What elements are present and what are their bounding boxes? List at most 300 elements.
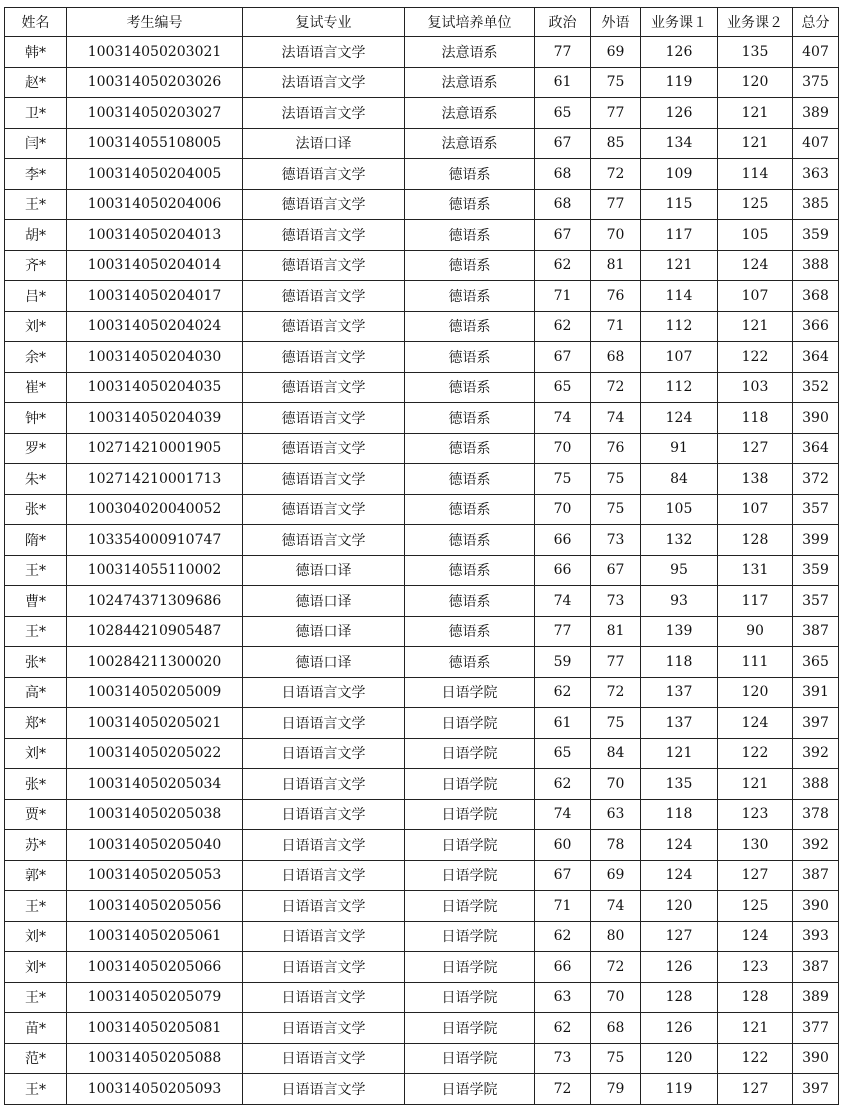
cell-retest-major: 日语语言文学 [243,891,405,922]
cell-course-2: 124 [718,921,793,952]
cell-politics: 61 [535,67,591,98]
cell-foreign-language: 71 [591,311,641,342]
cell-name: 卫* [5,98,67,129]
cell-foreign-language: 75 [591,494,641,525]
cell-course-1: 114 [641,281,718,312]
cell-foreign-language: 70 [591,769,641,800]
table-row [5,1043,839,1074]
cell-course-1: 84 [641,464,718,495]
cell-total: 399 [793,525,839,556]
cell-course-2: 128 [718,982,793,1013]
table-row [5,769,839,800]
cell-retest-major: 德语语言文学 [243,250,405,281]
cell-training-unit: 德语系 [405,281,535,312]
cell-total: 390 [793,891,839,922]
cell-candidate-id: 100314050205038 [67,799,243,830]
cell-politics: 61 [535,708,591,739]
cell-retest-major: 德语语言文学 [243,342,405,373]
cell-retest-major: 德语语言文学 [243,189,405,220]
cell-candidate-id: 100314050203021 [67,37,243,68]
cell-total: 397 [793,708,839,739]
table-row [5,891,839,922]
cell-name: 崔* [5,372,67,403]
cell-training-unit: 法意语系 [405,128,535,159]
table-header [5,8,839,37]
cell-course-2: 127 [718,1074,793,1105]
table-row [5,311,839,342]
cell-course-2: 127 [718,433,793,464]
cell-name: 郭* [5,860,67,891]
cell-foreign-language: 70 [591,982,641,1013]
cell-course-2: 125 [718,189,793,220]
cell-politics: 65 [535,372,591,403]
table-row [5,1013,839,1044]
cell-training-unit: 日语学院 [405,921,535,952]
cell-retest-major: 德语语言文学 [243,159,405,190]
cell-politics: 67 [535,342,591,373]
cell-politics: 74 [535,586,591,617]
table-row [5,708,839,739]
cell-course-1: 121 [641,738,718,769]
cell-course-1: 126 [641,952,718,983]
cell-candidate-id: 100314050203027 [67,98,243,129]
cell-course-2: 123 [718,799,793,830]
cell-course-2: 120 [718,67,793,98]
cell-total: 366 [793,311,839,342]
cell-course-1: 95 [641,555,718,586]
cell-total: 390 [793,1043,839,1074]
cell-name: 罗* [5,433,67,464]
cell-foreign-language: 74 [591,891,641,922]
cell-course-1: 126 [641,37,718,68]
cell-candidate-id: 103354000910747 [67,525,243,556]
header-total: 总分 [793,8,839,37]
table-row [5,220,839,251]
cell-course-1: 126 [641,1013,718,1044]
cell-retest-major: 德语语言文学 [243,311,405,342]
cell-retest-major: 德语语言文学 [243,433,405,464]
cell-foreign-language: 75 [591,1043,641,1074]
cell-course-1: 132 [641,525,718,556]
cell-course-2: 138 [718,464,793,495]
cell-total: 388 [793,769,839,800]
cell-total: 390 [793,403,839,434]
cell-course-2: 107 [718,494,793,525]
cell-politics: 60 [535,830,591,861]
header-course-1: 业务课１ [641,8,718,37]
cell-name: 王* [5,189,67,220]
cell-total: 357 [793,494,839,525]
cell-politics: 77 [535,37,591,68]
cell-candidate-id: 100314050205034 [67,769,243,800]
cell-total: 352 [793,372,839,403]
cell-course-2: 121 [718,1013,793,1044]
cell-course-1: 121 [641,250,718,281]
cell-total: 375 [793,67,839,98]
cell-foreign-language: 68 [591,1013,641,1044]
header-training-unit: 复试培养单位 [405,8,535,37]
cell-candidate-id: 100314050205081 [67,1013,243,1044]
cell-foreign-language: 73 [591,586,641,617]
cell-course-2: 122 [718,342,793,373]
table-row [5,342,839,373]
table-row [5,982,839,1013]
cell-training-unit: 日语学院 [405,708,535,739]
header-row [5,8,839,37]
cell-politics: 74 [535,403,591,434]
cell-course-1: 124 [641,403,718,434]
cell-politics: 67 [535,860,591,891]
cell-candidate-id: 100314050204006 [67,189,243,220]
cell-course-2: 124 [718,250,793,281]
cell-retest-major: 法语口译 [243,128,405,159]
cell-course-1: 120 [641,1043,718,1074]
table-row [5,433,839,464]
cell-course-1: 119 [641,67,718,98]
table-row [5,860,839,891]
cell-total: 389 [793,98,839,129]
cell-candidate-id: 100314050205093 [67,1074,243,1105]
cell-name: 张* [5,647,67,678]
table-row [5,921,839,952]
cell-foreign-language: 79 [591,1074,641,1105]
cell-training-unit: 日语学院 [405,830,535,861]
cell-training-unit: 日语学院 [405,1074,535,1105]
cell-foreign-language: 75 [591,67,641,98]
cell-politics: 65 [535,98,591,129]
cell-total: 392 [793,738,839,769]
cell-foreign-language: 76 [591,433,641,464]
table-row [5,830,839,861]
cell-candidate-id: 100314050205009 [67,677,243,708]
cell-training-unit: 日语学院 [405,952,535,983]
cell-politics: 62 [535,311,591,342]
cell-course-2: 131 [718,555,793,586]
cell-politics: 73 [535,1043,591,1074]
cell-politics: 72 [535,1074,591,1105]
cell-total: 407 [793,37,839,68]
cell-name: 王* [5,616,67,647]
cell-foreign-language: 84 [591,738,641,769]
cell-name: 齐* [5,250,67,281]
table-row [5,616,839,647]
cell-training-unit: 德语系 [405,555,535,586]
cell-name: 刘* [5,921,67,952]
cell-candidate-id: 102714210001713 [67,464,243,495]
cell-candidate-id: 100314050204013 [67,220,243,251]
cell-training-unit: 德语系 [405,250,535,281]
table-row [5,647,839,678]
cell-retest-major: 日语语言文学 [243,952,405,983]
cell-politics: 71 [535,891,591,922]
cell-politics: 63 [535,982,591,1013]
cell-total: 365 [793,647,839,678]
cell-name: 苗* [5,1013,67,1044]
cell-training-unit: 德语系 [405,433,535,464]
cell-retest-major: 法语语言文学 [243,67,405,98]
cell-total: 364 [793,433,839,464]
cell-course-1: 107 [641,342,718,373]
cell-course-2: 130 [718,830,793,861]
cell-training-unit: 德语系 [405,220,535,251]
cell-retest-major: 日语语言文学 [243,769,405,800]
cell-retest-major: 德语口译 [243,586,405,617]
header-candidate-id: 考生编号 [67,8,243,37]
cell-training-unit: 德语系 [405,525,535,556]
cell-total: 387 [793,952,839,983]
cell-training-unit: 德语系 [405,403,535,434]
cell-politics: 66 [535,525,591,556]
cell-course-1: 137 [641,708,718,739]
table-row [5,738,839,769]
table-row [5,952,839,983]
cell-training-unit: 日语学院 [405,769,535,800]
cell-training-unit: 德语系 [405,372,535,403]
cell-course-2: 121 [718,98,793,129]
cell-candidate-id: 100314050205022 [67,738,243,769]
cell-politics: 74 [535,799,591,830]
cell-course-1: 112 [641,311,718,342]
cell-foreign-language: 77 [591,98,641,129]
cell-politics: 67 [535,220,591,251]
cell-course-2: 135 [718,37,793,68]
cell-total: 364 [793,342,839,373]
header-retest-major: 复试专业 [243,8,405,37]
cell-foreign-language: 74 [591,403,641,434]
cell-training-unit: 德语系 [405,647,535,678]
cell-politics: 62 [535,677,591,708]
cell-total: 359 [793,555,839,586]
cell-course-1: 93 [641,586,718,617]
cell-foreign-language: 81 [591,250,641,281]
cell-training-unit: 日语学院 [405,982,535,1013]
cell-total: 377 [793,1013,839,1044]
cell-retest-major: 德语语言文学 [243,494,405,525]
cell-foreign-language: 68 [591,342,641,373]
cell-course-2: 90 [718,616,793,647]
cell-candidate-id: 100314050205079 [67,982,243,1013]
cell-course-2: 105 [718,220,793,251]
cell-name: 王* [5,891,67,922]
cell-retest-major: 日语语言文学 [243,1074,405,1105]
cell-training-unit: 日语学院 [405,891,535,922]
cell-candidate-id: 100314050205021 [67,708,243,739]
cell-politics: 62 [535,921,591,952]
header-course-2: 业务课２ [718,8,793,37]
cell-training-unit: 德语系 [405,494,535,525]
cell-name: 贾* [5,799,67,830]
cell-foreign-language: 75 [591,464,641,495]
cell-foreign-language: 80 [591,921,641,952]
cell-course-2: 128 [718,525,793,556]
cell-foreign-language: 72 [591,159,641,190]
table-row [5,67,839,98]
cell-total: 359 [793,220,839,251]
cell-name: 范* [5,1043,67,1074]
cell-total: 397 [793,1074,839,1105]
cell-course-1: 115 [641,189,718,220]
cell-retest-major: 日语语言文学 [243,860,405,891]
cell-course-1: 117 [641,220,718,251]
table-row [5,372,839,403]
cell-name: 朱* [5,464,67,495]
cell-course-1: 118 [641,647,718,678]
table-row [5,189,839,220]
cell-name: 隋* [5,525,67,556]
cell-foreign-language: 72 [591,952,641,983]
cell-training-unit: 德语系 [405,616,535,647]
table-row [5,98,839,129]
cell-foreign-language: 75 [591,708,641,739]
cell-course-2: 122 [718,738,793,769]
cell-name: 张* [5,769,67,800]
cell-retest-major: 德语口译 [243,616,405,647]
cell-training-unit: 法意语系 [405,37,535,68]
cell-candidate-id: 100314050204024 [67,311,243,342]
cell-candidate-id: 100314050205053 [67,860,243,891]
cell-candidate-id: 102844210905487 [67,616,243,647]
cell-retest-major: 日语语言文学 [243,708,405,739]
cell-foreign-language: 69 [591,860,641,891]
cell-course-1: 126 [641,98,718,129]
cell-retest-major: 德语语言文学 [243,281,405,312]
table-row [5,799,839,830]
cell-course-2: 120 [718,677,793,708]
cell-total: 392 [793,830,839,861]
cell-politics: 75 [535,464,591,495]
cell-total: 363 [793,159,839,190]
table-row [5,403,839,434]
cell-candidate-id: 100314050204039 [67,403,243,434]
header-politics: 政治 [535,8,591,37]
table-row [5,677,839,708]
cell-foreign-language: 73 [591,525,641,556]
cell-name: 刘* [5,311,67,342]
cell-candidate-id: 100314055108005 [67,128,243,159]
cell-course-2: 114 [718,159,793,190]
cell-name: 吕* [5,281,67,312]
cell-course-1: 119 [641,1074,718,1105]
cell-name: 余* [5,342,67,373]
cell-total: 387 [793,860,839,891]
table-row [5,37,839,68]
cell-candidate-id: 100314050203026 [67,67,243,98]
cell-training-unit: 日语学院 [405,860,535,891]
cell-politics: 71 [535,281,591,312]
cell-politics: 67 [535,128,591,159]
cell-training-unit: 法意语系 [405,98,535,129]
cell-foreign-language: 70 [591,220,641,251]
cell-retest-major: 日语语言文学 [243,677,405,708]
cell-candidate-id: 100304020040052 [67,494,243,525]
cell-name: 刘* [5,952,67,983]
cell-course-1: 118 [641,799,718,830]
cell-foreign-language: 81 [591,616,641,647]
cell-name: 赵* [5,67,67,98]
cell-politics: 62 [535,769,591,800]
cell-course-2: 103 [718,372,793,403]
cell-name: 郑* [5,708,67,739]
cell-course-2: 123 [718,952,793,983]
cell-name: 王* [5,982,67,1013]
cell-total: 378 [793,799,839,830]
cell-politics: 62 [535,1013,591,1044]
cell-course-1: 124 [641,860,718,891]
cell-foreign-language: 77 [591,647,641,678]
cell-retest-major: 日语语言文学 [243,830,405,861]
cell-name: 胡* [5,220,67,251]
table-row [5,128,839,159]
cell-training-unit: 日语学院 [405,677,535,708]
cell-politics: 59 [535,647,591,678]
cell-politics: 77 [535,616,591,647]
cell-politics: 70 [535,494,591,525]
cell-training-unit: 德语系 [405,311,535,342]
cell-foreign-language: 63 [591,799,641,830]
cell-course-1: 128 [641,982,718,1013]
cell-candidate-id: 100314050205066 [67,952,243,983]
cell-course-1: 139 [641,616,718,647]
cell-candidate-id: 102474371309686 [67,586,243,617]
cell-course-1: 120 [641,891,718,922]
cell-candidate-id: 102714210001905 [67,433,243,464]
cell-retest-major: 德语语言文学 [243,525,405,556]
cell-foreign-language: 67 [591,555,641,586]
cell-retest-major: 日语语言文学 [243,982,405,1013]
cell-training-unit: 日语学院 [405,1043,535,1074]
cell-course-2: 117 [718,586,793,617]
table-row [5,1074,839,1105]
cell-retest-major: 德语语言文学 [243,464,405,495]
cell-name: 高* [5,677,67,708]
cell-retest-major: 德语口译 [243,647,405,678]
cell-training-unit: 日语学院 [405,799,535,830]
cell-course-2: 111 [718,647,793,678]
table-row [5,159,839,190]
cell-training-unit: 日语学院 [405,1013,535,1044]
cell-candidate-id: 100314050205056 [67,891,243,922]
cell-politics: 68 [535,189,591,220]
score-table [4,7,839,1105]
cell-course-1: 105 [641,494,718,525]
cell-name: 闫* [5,128,67,159]
cell-politics: 68 [535,159,591,190]
cell-training-unit: 德语系 [405,464,535,495]
cell-foreign-language: 69 [591,37,641,68]
cell-course-2: 121 [718,128,793,159]
cell-foreign-language: 72 [591,677,641,708]
cell-retest-major: 日语语言文学 [243,799,405,830]
cell-retest-major: 日语语言文学 [243,1013,405,1044]
cell-candidate-id: 100314050204014 [67,250,243,281]
table-row [5,586,839,617]
table-row [5,494,839,525]
header-foreign-language: 外语 [591,8,641,37]
table-row [5,281,839,312]
cell-foreign-language: 76 [591,281,641,312]
cell-name: 韩* [5,37,67,68]
cell-politics: 70 [535,433,591,464]
cell-name: 曹* [5,586,67,617]
cell-course-2: 121 [718,769,793,800]
table-body [5,37,839,1105]
cell-foreign-language: 77 [591,189,641,220]
cell-total: 407 [793,128,839,159]
cell-total: 393 [793,921,839,952]
cell-foreign-language: 72 [591,372,641,403]
table-row [5,250,839,281]
cell-name: 钟* [5,403,67,434]
